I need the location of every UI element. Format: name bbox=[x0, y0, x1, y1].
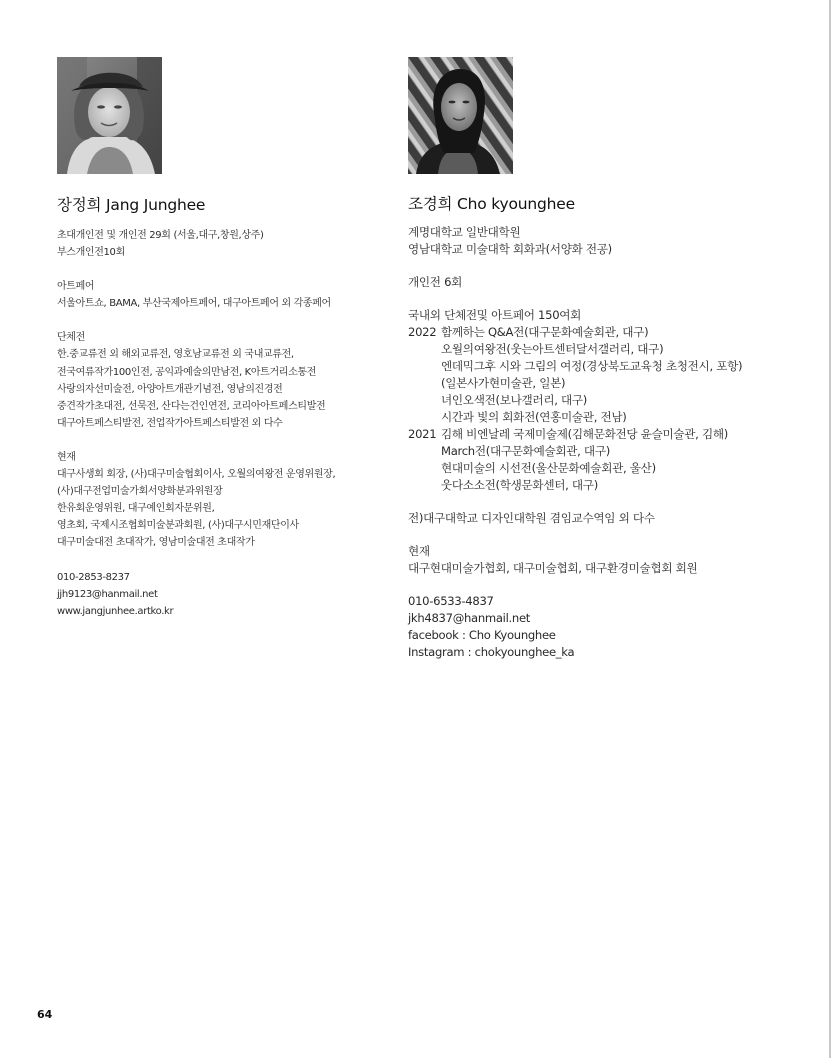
cho-group-2021-line bbox=[408, 426, 808, 443]
page-number: 64 bbox=[37, 1008, 53, 1021]
jang-solo-section bbox=[57, 227, 387, 261]
cho-former-line: 전)대구대학교 디자인대학원 겸임교수역임 외 다수 bbox=[408, 511, 655, 525]
cho-contact-section bbox=[408, 593, 808, 661]
jang-current-line: 영초회, 국제시조협회미술분과회원, (사)대구시민재단이사 bbox=[57, 520, 299, 532]
cho-facebook: facebook : Cho Kyounghee bbox=[408, 628, 556, 642]
cho-exhibition-item: 함께하는 Q&A전(대구문화예술회관, 대구) bbox=[441, 325, 649, 339]
jang-artfair-line: 서울아트쇼, BAMA, 부산국제아트페어, 대구아트페어 외 각종페어 bbox=[57, 298, 331, 310]
cho-group-2022-line bbox=[408, 324, 808, 341]
jang-website: www.jangjunhee.artko.kr bbox=[57, 605, 174, 617]
cho-current-section bbox=[408, 543, 808, 577]
cho-exhibition-item: 오월의여왕전(웃는아트센터달서갤러리, 대구) bbox=[441, 342, 664, 356]
cho-current-line: 대구현대미술가협회, 대구미술협회, 대구환경미술협회 회원 bbox=[408, 561, 698, 575]
jang-artfair-section bbox=[57, 278, 387, 312]
jang-group-line: 한.중교류전 외 해외교류전, 영호남교류전 외 국내교류전, bbox=[57, 349, 294, 361]
cho-exhibition-item: 웃다소소전(학생문화센터, 대구) bbox=[441, 478, 598, 492]
cho-instagram: Instagram : chokyounghee_ka bbox=[408, 645, 575, 659]
cho-exhibition-item: March전(대구문화예술회관, 대구) bbox=[441, 444, 610, 458]
cho-former-section bbox=[408, 510, 808, 527]
jang-artfair-heading: 아트페어 bbox=[57, 281, 95, 293]
cho-phone: 010-6533-4837 bbox=[408, 594, 494, 608]
cho-email: jkh4837@hanmail.net bbox=[408, 611, 531, 625]
year-2021: 2021 bbox=[408, 427, 437, 441]
jang-name: 장정희 Jang Junghee bbox=[57, 196, 206, 214]
cho-education-line: 영남대학교 미술대학 회화과(서양화 전공) bbox=[408, 242, 612, 256]
cho-exhibition-item: 김해 비엔날레 국제미술제(김해문화전당 윤슬미술관, 김해) bbox=[441, 427, 728, 441]
jang-group-line: 중견작가초대전, 선묵전, 산다는건인연전, 코리아아트페스티발전 bbox=[57, 400, 326, 412]
jang-group-section bbox=[57, 329, 387, 432]
jang-current-heading: 현재 bbox=[57, 451, 76, 463]
jang-solo-line: 부스개인전10회 bbox=[57, 247, 125, 259]
cho-education-line: 계명대학교 일반대학원 bbox=[408, 225, 521, 239]
cho-name: 조경희 Cho kyounghee bbox=[408, 195, 575, 213]
cho-education-section bbox=[408, 224, 808, 258]
jang-current-line: 대구미술대전 초대작가, 영남미술대전 초대작가 bbox=[57, 537, 255, 549]
cho-portrait-photo bbox=[408, 57, 513, 174]
cho-current-heading: 현재 bbox=[408, 544, 430, 558]
jang-current-section bbox=[57, 449, 387, 552]
jang-contact-section bbox=[57, 569, 387, 620]
jang-group-heading: 단체전 bbox=[57, 332, 85, 344]
artist-jang-column bbox=[57, 57, 387, 637]
jang-group-line: 사랑의자선미술전, 아양아트개관기념전, 영남의진경전 bbox=[57, 383, 283, 395]
cho-group-heading: 국내외 단체전및 아트페어 150여회 bbox=[408, 308, 582, 322]
jang-current-line: 대구사생회 회장, (사)대구미술협회이사, 오월의여왕전 운영위원장, bbox=[57, 469, 336, 481]
cho-exhibition-item: (일본사가현미술관, 일본) bbox=[441, 376, 566, 390]
cho-group-section bbox=[408, 307, 808, 494]
jang-email: jjh9123@hanmail.net bbox=[57, 588, 158, 600]
jang-group-line: 대구아트페스티발전, 전업작가아트페스티발전 외 다수 bbox=[57, 417, 283, 429]
cho-solo-section bbox=[408, 274, 808, 291]
cho-exhibition-item: 현대미술의 시선전(울산문화예술회관, 울산) bbox=[441, 461, 656, 475]
cho-solo-line: 개인전 6회 bbox=[408, 275, 463, 289]
year-2022: 2022 bbox=[408, 325, 437, 339]
jang-portrait-photo bbox=[57, 57, 162, 174]
jang-group-line: 전국여류작가100인전, 공익과예술의만남전, K아트거리소통전 bbox=[57, 366, 316, 378]
artist-cho-column bbox=[408, 57, 808, 677]
jang-current-line: 한유회운영위원, 대구예인회자문위원, bbox=[57, 503, 215, 515]
jang-phone: 010-2853-8237 bbox=[57, 571, 130, 583]
jang-current-line: (사)대구전업미술가회서양화분과위원장 bbox=[57, 486, 223, 498]
cho-exhibition-item: 엔데믹그후 시와 그림의 여정(경상북도교육청 초청전시, 포항) bbox=[441, 359, 743, 373]
cho-exhibition-item: 시간과 빛의 회화전(연홍미술관, 전남) bbox=[441, 410, 627, 424]
cho-exhibition-item: 녀인오색전(보나갤러리, 대구) bbox=[441, 393, 588, 407]
jang-solo-line: 초대개인전 및 개인전 29회 (서울,대구,창원,상주) bbox=[57, 230, 264, 241]
